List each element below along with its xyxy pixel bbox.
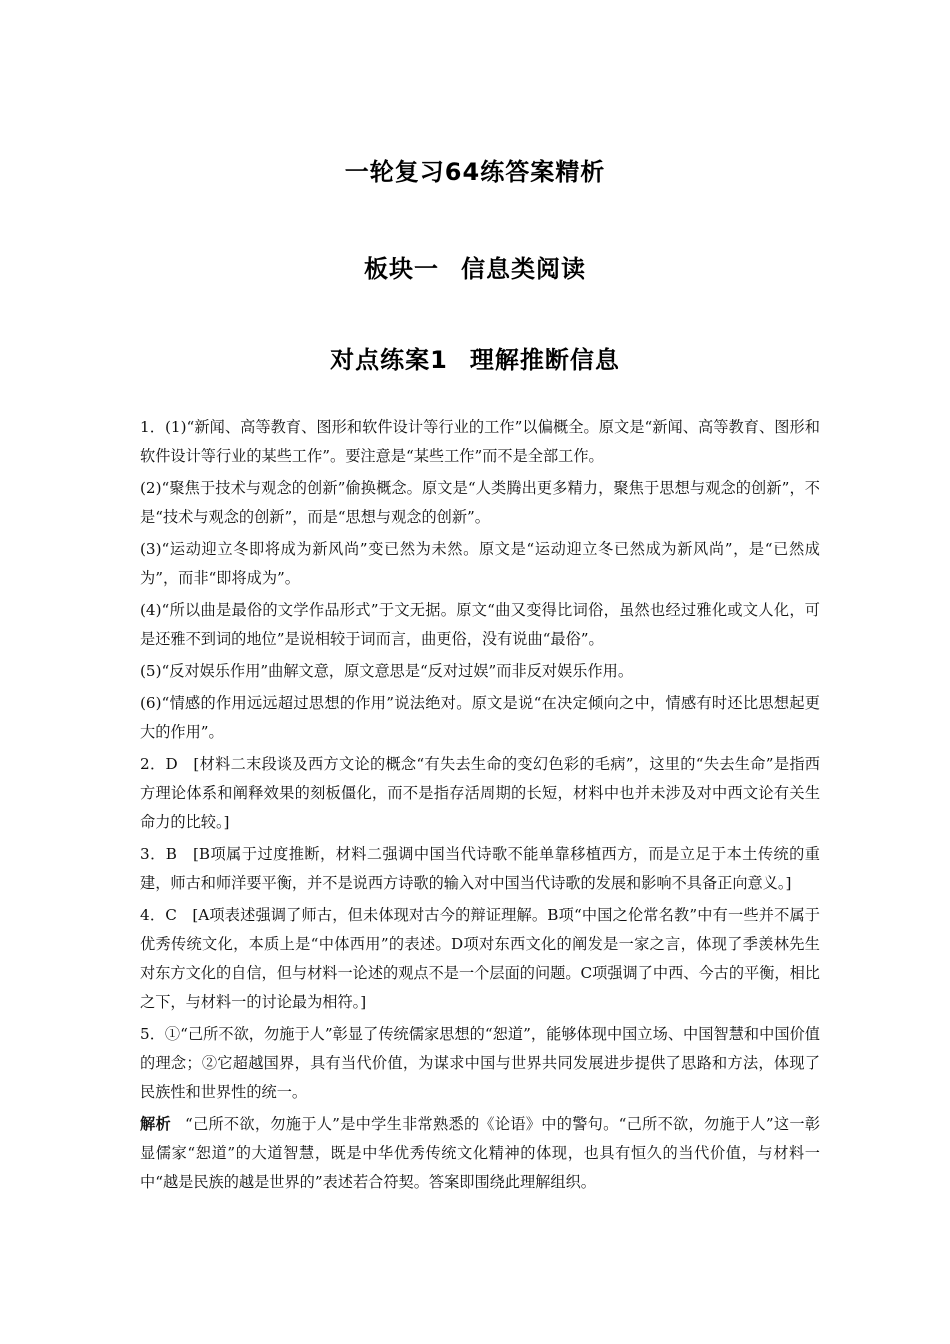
analysis-label: 解析 (140, 1115, 171, 1133)
answer-4: 4．C [A项表述强调了师古，但未体现对古今的辩证理解。B项“中国之伦常名教”中有一些并不属于优秀传统文化，本质上是“中体西用”的表述。D项对东西文化的阐发是一家之言，体现了季羡林先生对东方文化的自信，但与材料一论述的观点不是一个层面的问题。C项强调了中西、今古的平衡，相比之下，与材料一的讨论最为相符。] (140, 906, 820, 1011)
subsection-heading-part: 对点练案1 (330, 346, 448, 374)
answer-1-3: (3)“运动迎立冬即将成为新风尚”变已然为未然。原文是“运动迎立冬已然成为新风尚”，是“已然成为”，而非“即将成为”。 (140, 540, 820, 587)
answer-1-4: (4)“所以曲是最俗的文学作品形式”于文无据。原文“曲又变得比词俗，虽然也经过雅化或文人化，可是还雅不到词的地位”是说相较于词而言，曲更俗，没有说曲“最俗”。 (140, 601, 820, 648)
analysis-text: “己所不欲，勿施于人”是中学生非常熟悉的《论语》中的警句。“己所不欲，勿施于人”这一彰显儒家“恕道”的大道智慧，既是中华优秀传统文化精神的体现，也具有恒久的当代价值，与材料一中“越是民族的越是世界的”表述若合符契。答案即围绕此理解组织。 (140, 1115, 821, 1191)
answer-content (140, 413, 820, 1200)
answer-1-6: (6)“情感的作用远远超过思想的作用”说法绝对。原文是说“在决定倾向之中，情感有时还比思想起更大的作用”。 (140, 694, 820, 741)
analysis-paragraph (140, 1110, 820, 1197)
document-title: 一轮复习64练答案精析 (344, 158, 606, 186)
answer-2: 2．D [材料二末段谈及西方文论的概念“有失去生命的变幻色彩的毛病”，这里的“失去生命”是指西方理论体系和阐释效果的刻板僵化，而不是指存活周期的长短，材料中也并未涉及对中西文论有关生命力的比较。] (140, 755, 820, 831)
subsection-heading (0, 340, 950, 375)
answer-1-2: (2)“聚焦于技术与观念的创新”偷换概念。原文是“人类腾出更多精力，聚焦于思想与观念的创新”，不是“技术与观念的创新”，而是“思想与观念的创新”。 (140, 479, 820, 526)
answer-1-5: (5)“反对娱乐作用”曲解文意，原文意思是“反对过娱”而非反对娱乐作用。 (140, 662, 634, 680)
answer-1-1: 1．(1)“新闻、高等教育、图形和软件设计等行业的工作”以偏概全。原文是“新闻、高等教育、图形和软件设计等行业的某些工作”。要注意是“某些工作”而不是全部工作。 (140, 418, 820, 465)
section-heading-name: 信息类阅读 (461, 255, 586, 283)
answer-3: 3．B [B项属于过度推断，材料二强调中国当代诗歌不能单靠移植西方，而是立足于本土传统的重建，师古和师洋要平衡，并不是说西方诗歌的输入对中国当代诗歌的发展和影响不具备正向意义。] (140, 845, 820, 892)
section-heading (0, 249, 950, 284)
answer-5: 5．①“己所不欲，勿施于人”彰显了传统儒家思想的“恕道”，能够体现中国立场、中国智慧和中国价值的理念；②它超越国界，具有当代价值，为谋求中国与世界共同发展进步提供了思路和方法，体现了民族性和世界性的统一。 (140, 1025, 820, 1101)
subsection-heading-name: 理解推断信息 (469, 346, 620, 374)
section-heading-part: 板块一 (364, 255, 439, 283)
